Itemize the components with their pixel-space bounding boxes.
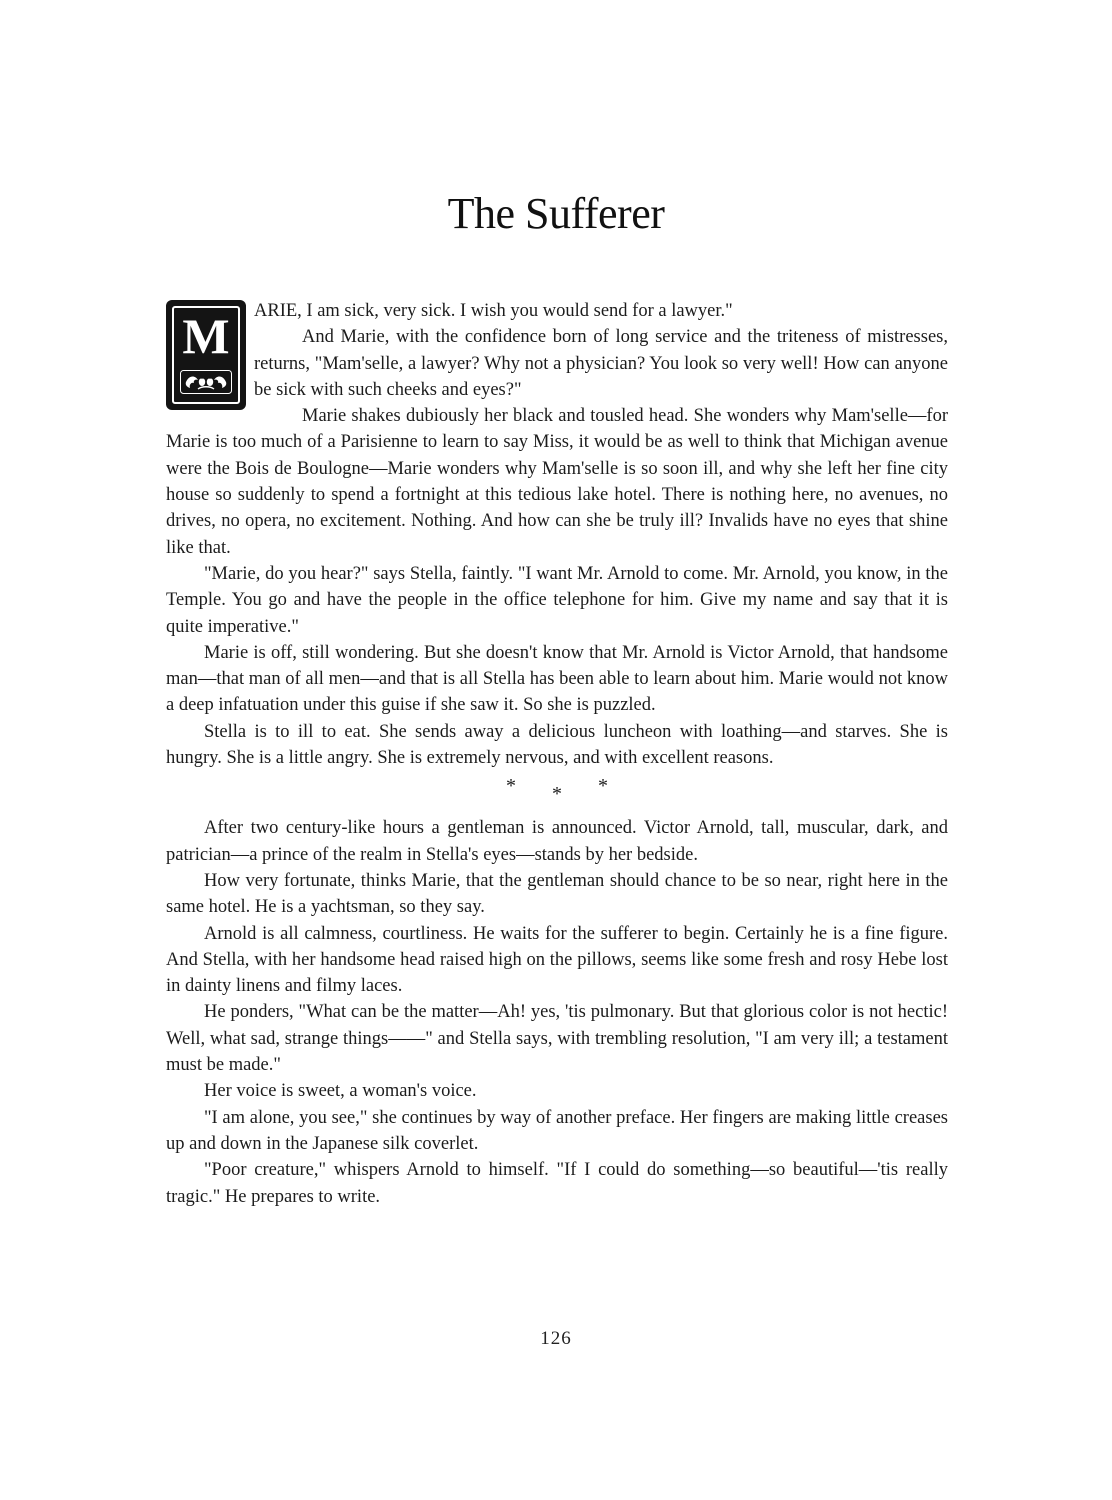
paragraph: Stella is to ill to eat. She sends away a delicious luncheon with loathing—and starves. She is hungry. She is a little angry. She is extremely nervous, and with excellent reasons. — [166, 721, 948, 769]
asterisk: * — [552, 783, 562, 806]
asterisk: * — [506, 775, 516, 798]
paragraph: Arnold is all calmness, courtliness. He waits for the sufferer to begin. Certainly he is a fine figure. And Stella, with her handsome head raised high on the pillows, seems like some fresh and rosy Hebe lost in dainty linens and filmy laces. — [166, 923, 948, 997]
story-text — [166, 298, 948, 1210]
oak-leaf-ornament-icon — [180, 370, 232, 394]
paragraph: Marie is off, still wondering. But she doesn't know that Mr. Arnold is Victor Arnold, that handsome man—that man of all men—and that is all Stella has been able to learn about him. Marie would not know a deep infatuation under this guise if she saw it. So she is puzzled. — [166, 642, 948, 716]
paragraph: He ponders, "What can be the matter—Ah! yes, 'tis pulmonary. But that glorious color is not hectic! Well, what sad, strange things——" and Stella says, with trembling resolution, "I am very ill; a testament must be made." — [166, 1002, 948, 1076]
paragraph: How very fortunate, thinks Marie, that the gentleman should chance to be so near, right here in the same hotel. He is a yachtsman, so they say. — [166, 870, 948, 918]
paragraph: "Poor creature," whispers Arnold to himself. "If I could do something—so beautiful—'tis really tragic." He prepares to write. — [166, 1160, 948, 1207]
paragraph: And Marie, with the confidence born of long service and the triteness of mistresses, returns, "Mam'selle, a lawyer? Why not a physician? You look so very well! How can anyone be sick with such cheeks and eyes?" — [254, 327, 948, 400]
paragraph: "Marie, do you hear?" says Stella, faintly. "I want Mr. Arnold to come. Mr. Arnold, you know, in the Temple. You go and have the people in the office telephone for him. Give my name and say that it is quite imperative." — [166, 563, 948, 637]
paragraph: Her voice is sweet, a woman's voice. — [204, 1081, 477, 1102]
opening-line: ARIE, I am sick, very sick. I wish you would send for a lawyer." — [254, 301, 733, 321]
opening-section — [166, 298, 948, 561]
paragraph: Marie shakes dubiously her black and tousled head. She wonders why Mam'selle—for Marie is too much of a Parisienne to learn to say Miss, it would be as well to think that Michigan avenue were the Bois de Boulogne—Marie wonders why Mam'selle is so soon ill, and why she left her fine city house so suddenly to spend a fortnight at this tedious lake hotel. There is nothing here, no avenues, no drives, no opera, no excitement. Nothing. And how can she be truly ill? Invalids have no eyes that shine like that. — [166, 406, 948, 558]
paragraph: "I am alone, you see," she continues by way of another preface. Her fingers are making little creases up and down in the Japanese silk coverlet. — [166, 1107, 948, 1154]
asterisk: * — [598, 775, 608, 798]
section-break — [166, 771, 948, 815]
chapter-title: The Sufferer — [447, 189, 665, 238]
drop-cap — [166, 300, 246, 410]
page-number: 126 — [540, 1328, 572, 1349]
drop-cap-letter: M — [182, 308, 230, 364]
paragraph: After two century-like hours a gentleman is announced. Victor Arnold, tall, muscular, dark, and patrician—a prince of the realm in Stella's eyes—stands by her bedside. — [166, 818, 948, 865]
